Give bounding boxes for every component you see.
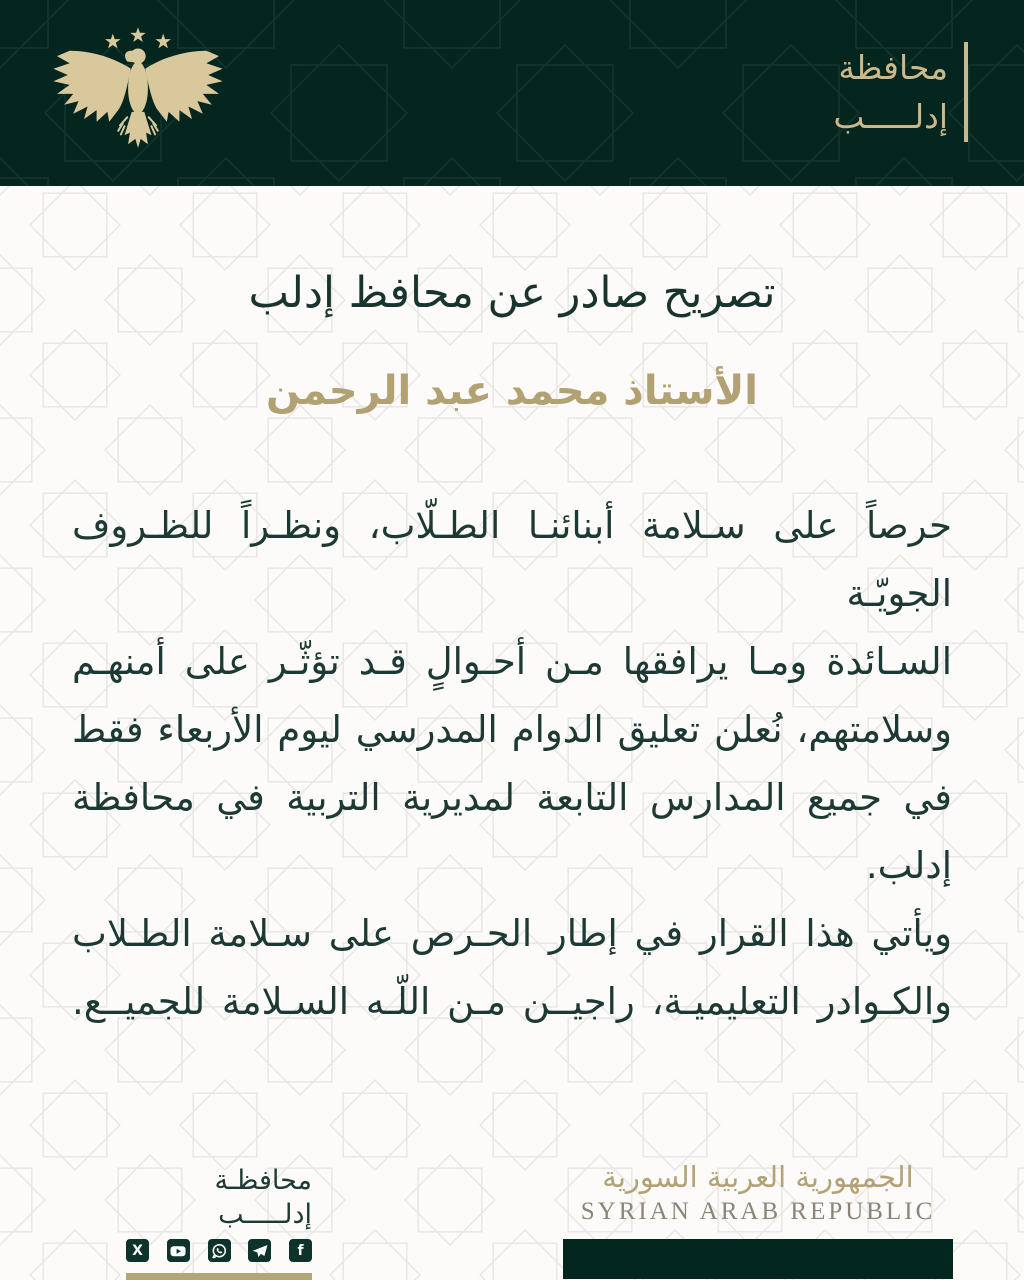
governor-name: الأستاذ محمد عبد الرحمن	[265, 368, 758, 414]
footer-green-bar	[563, 1239, 953, 1279]
footer-gold-bar	[126, 1273, 312, 1280]
body-line: في جميع المدارس التابعة لمديرية التربية في محافظة إدلب.	[72, 776, 952, 887]
body-line: وسلامتهم، نُعلن تعليق الدوام المدرسي ليوم الأربعاء فقط	[72, 708, 952, 751]
body-line: والكـوادر التعليميـة، راجيــن مـن اللّـه السـلامة للجميــع.	[72, 980, 952, 1023]
statement-title: تصريح صادر عن محافظ إدلب	[248, 268, 776, 318]
header-brand	[833, 42, 968, 142]
header-brand-line1: محافظة	[838, 48, 948, 87]
footer-governorate-name: محافظـة إدلـــــب	[214, 1165, 312, 1230]
republic-name-arabic: الجمهورية العربية السورية	[602, 1160, 914, 1194]
x-twitter-icon[interactable]: X	[126, 1239, 149, 1262]
eagle-emblem-icon	[48, 18, 228, 168]
statement-body	[72, 492, 952, 1036]
footer-governorate-block	[126, 1164, 312, 1280]
telegram-icon[interactable]	[248, 1239, 271, 1262]
header-brand-line2: إدلـــــب	[833, 97, 948, 136]
youtube-icon[interactable]	[167, 1239, 190, 1262]
body-line: حرصاً على سـلامة أبنائنـا الطـلّاب، ونظـراً للظـروف الجويّـة	[72, 504, 952, 615]
header-band	[0, 0, 1024, 186]
header-brand-text	[833, 43, 948, 141]
facebook-icon[interactable]: f	[289, 1239, 312, 1262]
body-line: السـائدة ومـا يرافقها مـن أحـوالٍ قـد تؤثّـر على أمنهـم	[72, 640, 952, 683]
header-brand-divider	[964, 42, 968, 142]
republic-name-english: SYRIAN ARAB REPUBLIC	[580, 1198, 936, 1225]
body-line: ويأتي هذا القرار في إطار الحـرص على سـلامة الطـلاب	[72, 912, 952, 955]
social-icons-row	[126, 1239, 312, 1262]
footer-republic-block	[563, 1160, 953, 1279]
whatsapp-icon[interactable]	[208, 1239, 231, 1262]
